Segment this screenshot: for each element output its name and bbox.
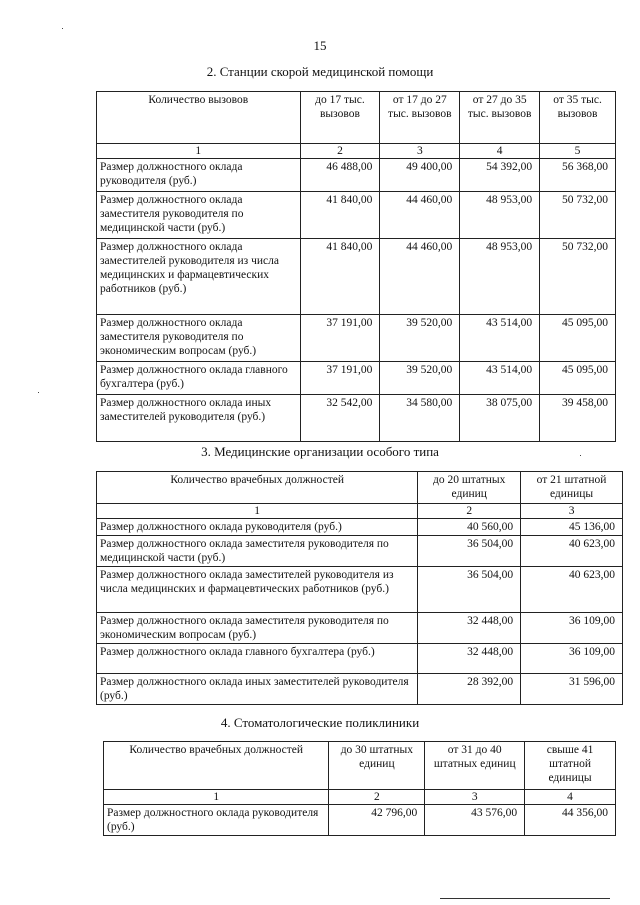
column-index: 4	[460, 144, 540, 159]
column-header: до 20 штатных единиц	[418, 472, 521, 504]
column-index: 3	[425, 790, 525, 805]
table-header-row	[104, 742, 616, 790]
column-index: 2	[300, 144, 380, 159]
table-row	[97, 519, 623, 536]
salary-value: 46 488,00	[300, 159, 380, 192]
salary-value: 40 623,00	[521, 536, 623, 567]
table-row	[97, 395, 616, 442]
salary-value: 40 623,00	[521, 567, 623, 613]
salary-value: 37 191,00	[300, 315, 380, 362]
table-header-row	[97, 92, 616, 144]
salary-value: 36 504,00	[418, 536, 521, 567]
salary-value: 32 448,00	[418, 644, 521, 674]
salary-value: 43 576,00	[425, 805, 525, 836]
section-title-dental: 4. Стоматологические поликлиники	[220, 715, 420, 730]
salary-value: 54 392,00	[460, 159, 540, 192]
column-index: 4	[525, 790, 616, 805]
salary-value: 48 953,00	[460, 239, 540, 315]
salary-value: 50 732,00	[540, 239, 616, 315]
salary-value: 44 460,00	[380, 239, 460, 315]
column-index: 3	[380, 144, 460, 159]
salary-value: 56 368,00	[540, 159, 616, 192]
column-index: 1	[97, 144, 301, 159]
column-index: 5	[540, 144, 616, 159]
salary-value: 37 191,00	[300, 362, 380, 395]
column-header: от 21 штатной единицы	[521, 472, 623, 504]
column-index-row	[97, 144, 616, 159]
section-title-special-type: 3. Медицинские организации особого типа	[201, 444, 439, 459]
row-label: Размер должностного оклада заместителя руководителя по медицинской части (руб.)	[97, 536, 418, 567]
table-row	[97, 362, 616, 395]
column-header: до 30 штатных единиц	[329, 742, 425, 790]
column-index: 2	[418, 504, 521, 519]
column-header: от 17 до 27 тыс. вызовов	[380, 92, 460, 144]
scan-speck	[580, 455, 581, 456]
row-label: Размер должностного оклада главного бухгалтера (руб.)	[97, 644, 418, 674]
column-header: свыше 41 штатной единицы	[525, 742, 616, 790]
special-type-salary-table	[96, 471, 623, 705]
salary-value: 39 520,00	[380, 362, 460, 395]
column-index: 1	[97, 504, 418, 519]
table-row	[97, 192, 616, 239]
row-label: Размер должностного оклада иных заместителей руководителя (руб.)	[97, 395, 301, 442]
scan-speck	[38, 392, 39, 393]
row-label: Размер должностного оклада иных заместителей руководителя (руб.)	[97, 674, 418, 705]
salary-value: 40 560,00	[418, 519, 521, 536]
salary-value: 42 796,00	[329, 805, 425, 836]
salary-value: 28 392,00	[418, 674, 521, 705]
salary-value: 49 400,00	[380, 159, 460, 192]
table-row	[97, 239, 616, 315]
column-header: Количество врачебных должностей	[104, 742, 329, 790]
salary-value: 41 840,00	[300, 239, 380, 315]
salary-value: 39 458,00	[540, 395, 616, 442]
salary-value: 44 460,00	[380, 192, 460, 239]
salary-value: 48 953,00	[460, 192, 540, 239]
column-header: Количество врачебных должностей	[97, 472, 418, 504]
row-label: Размер должностного оклада руководителя (руб.)	[97, 519, 418, 536]
section-title-ambulance: 2. Станции скорой медицинской помощи	[206, 64, 434, 79]
column-index-row	[97, 504, 623, 519]
salary-value: 45 095,00	[540, 362, 616, 395]
table-header-row	[97, 472, 623, 504]
row-label: Размер должностного оклада главного бухгалтера (руб.)	[97, 362, 301, 395]
column-header: до 17 тыс. вызовов	[300, 92, 380, 144]
column-header: от 27 до 35 тыс. вызовов	[460, 92, 540, 144]
column-index: 3	[521, 504, 623, 519]
table-row	[97, 536, 623, 567]
salary-value: 44 356,00	[525, 805, 616, 836]
table-row	[97, 315, 616, 362]
salary-value: 50 732,00	[540, 192, 616, 239]
row-label: Размер должностного оклада руководителя (руб.)	[104, 805, 329, 836]
column-header: от 35 тыс. вызовов	[540, 92, 616, 144]
row-label: Размер должностного оклада руководителя (руб.)	[97, 159, 301, 192]
salary-value: 32 542,00	[300, 395, 380, 442]
salary-value: 31 596,00	[521, 674, 623, 705]
salary-value: 36 504,00	[418, 567, 521, 613]
column-index: 1	[104, 790, 329, 805]
row-label: Размер должностного оклада заместителя руководителя по медицинской части (руб.)	[97, 192, 301, 239]
column-header: Количество вызовов	[97, 92, 301, 144]
column-header: от 31 до 40 штатных единиц	[425, 742, 525, 790]
table-row	[97, 613, 623, 644]
salary-value: 41 840,00	[300, 192, 380, 239]
salary-value: 39 520,00	[380, 315, 460, 362]
dental-salary-table	[103, 741, 616, 836]
salary-value: 32 448,00	[418, 613, 521, 644]
table-row	[97, 567, 623, 613]
salary-value: 45 136,00	[521, 519, 623, 536]
column-index-row	[104, 790, 616, 805]
salary-value: 45 095,00	[540, 315, 616, 362]
salary-value: 43 514,00	[460, 315, 540, 362]
column-index: 2	[329, 790, 425, 805]
row-label: Размер должностного оклада заместителя руководителя по экономическим вопросам (руб.)	[97, 613, 418, 644]
salary-value: 38 075,00	[460, 395, 540, 442]
salary-value: 36 109,00	[521, 644, 623, 674]
salary-value: 34 580,00	[380, 395, 460, 442]
table-row	[104, 805, 616, 836]
salary-value: 43 514,00	[460, 362, 540, 395]
table-row	[97, 644, 623, 674]
row-label: Размер должностного оклада заместителей руководителя из числа медицинских и фармацевтических работников (руб.)	[97, 239, 301, 315]
table-row	[97, 674, 623, 705]
ambulance-salary-table	[96, 91, 616, 442]
scan-speck	[62, 28, 63, 29]
page-number: 15	[313, 38, 327, 53]
row-label: Размер должностного оклада заместителя руководителя по экономическим вопросам (руб.)	[97, 315, 301, 362]
scan-edge-mark	[440, 898, 610, 899]
salary-value: 36 109,00	[521, 613, 623, 644]
table-row	[97, 159, 616, 192]
row-label: Размер должностного оклада заместителей руководителя из числа медицинских и фармацевтических работников (руб.)	[97, 567, 418, 613]
